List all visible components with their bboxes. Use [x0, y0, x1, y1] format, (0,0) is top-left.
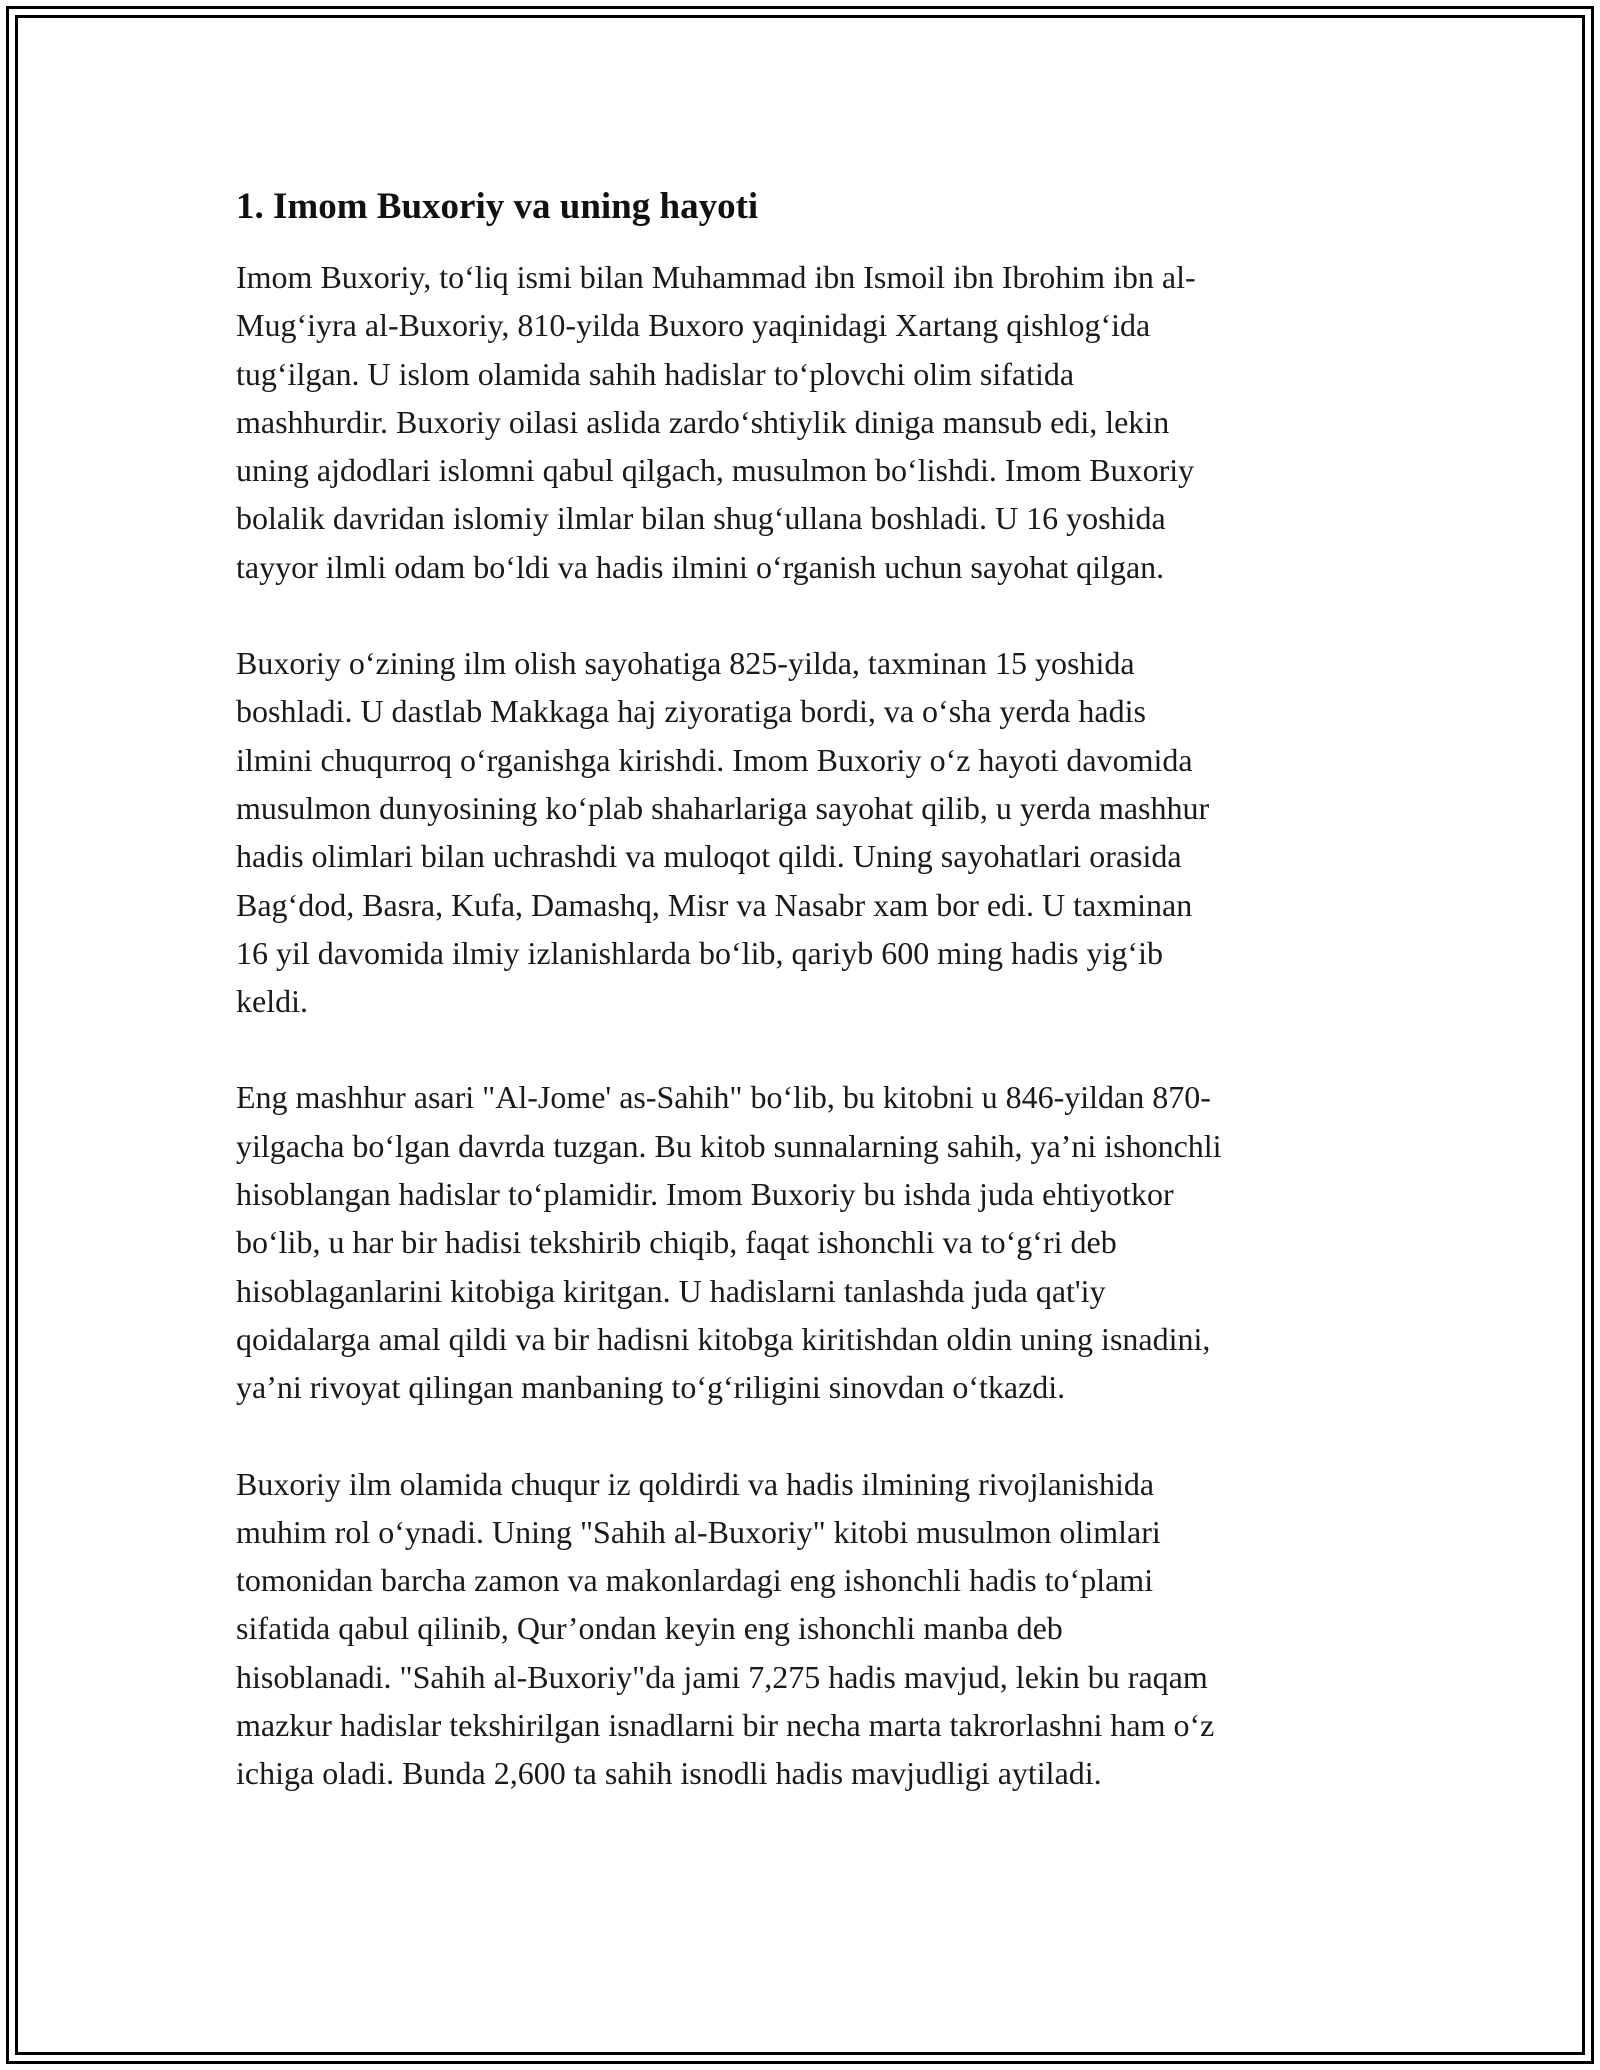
paragraph-line: uning ajdodlari islomni qabul qilgach, musulmon bo‘lishdi. Imom Buxoriy [236, 452, 1195, 489]
paragraph-line: mazkur hadislar tekshirilgan isnadlarni bir necha marta takrorlashni ham o‘z [236, 1707, 1215, 1744]
paragraph-line: sifatida qabul qilinib, Qur’ondan keyin eng ishonchli manba deb [236, 1610, 1063, 1647]
page-title: 1. Imom Buxoriy va uning hayoti [236, 186, 759, 227]
paragraph-line: qoidalarga amal qildi va bir hadisni kitobga kiritishdan oldin uning isnadini, [236, 1320, 1211, 1357]
paragraph-line: yilgacha bo‘lgan davrda tuzgan. Bu kitob sunnalarning sahih, ya’ni ishonchli [236, 1127, 1222, 1164]
paragraph-line: hisoblangan hadislar to‘plamidir. Imom Buxoriy bu ishda juda ehtiyotkor [236, 1176, 1174, 1213]
paragraph-line: muhim rol o‘ynadi. Uning "Sahih al-Buxoriy" kitobi musulmon olimlari [236, 1513, 1161, 1550]
paragraph-line: tug‘ilgan. U islom olamida sahih hadislar to‘plovchi olim sifatida [236, 355, 1075, 392]
paragraph-line: Bag‘dod, Basra, Kufa, Damashq, Misr va Nasabr xam bor edi. U taxminan [236, 886, 1193, 923]
paragraph-2 [236, 639, 1376, 1025]
paragraph-line: Eng mashhur asari "Al-Jome' as-Sahih" bo‘lib, bu kitobni u 846-yildan 870- [236, 1079, 1211, 1116]
paragraph-line: ilmini chuqurroq o‘rganishga kirishdi. Imom Buxoriy o‘z hayoti davomida [236, 741, 1193, 778]
paragraph-line: musulmon dunyosining ko‘plab shaharlariga sayohat qilib, u yerda mashhur [236, 789, 1210, 826]
paragraph-1 [236, 253, 1376, 591]
paragraph-line: bolalik davridan islomiy ilmlar bilan shug‘ullana boshladi. U 16 yoshida [236, 500, 1166, 537]
paragraph-line: boshladi. U dastlab Makkaga haj ziyoratiga bordi, va o‘sha yerda hadis [236, 693, 1146, 730]
paragraph-line: Buxoriy ilm olamida chuqur iz qoldirdi va hadis ilmining rivojlanishida [236, 1465, 1155, 1502]
paragraph-line: hisoblaganlarini kitobiga kiritgan. U hadislarni tanlashda juda qat'iy [236, 1272, 1106, 1309]
document-body [236, 183, 1376, 1846]
paragraph-4 [236, 1460, 1376, 1798]
paragraph-line: hisoblanadi. "Sahih al-Buxoriy"da jami 7,275 hadis mavjud, lekin bu raqam [236, 1658, 1208, 1695]
paragraph-line: tayyor ilmli odam bo‘ldi va hadis ilmini o‘rganish uchun sayohat qilgan. [236, 548, 1165, 585]
paragraph-3 [236, 1073, 1376, 1411]
paragraph-line: ya’ni rivoyat qilingan manbaning to‘g‘riligini sinovdan o‘tkazdi. [236, 1369, 1066, 1406]
paragraph-line: Buxoriy o‘zining ilm olish sayohatiga 825-yilda, taxminan 15 yoshida [236, 645, 1135, 682]
paragraph-line: mashhurdir. Buxoriy oilasi aslida zardo‘shtiylik diniga mansub edi, lekin [236, 403, 1170, 440]
paragraph-line: ichiga oladi. Bunda 2,600 ta sahih isnodli hadis mavjudligi aytiladi. [236, 1755, 1102, 1792]
paragraph-line: bo‘lib, u har bir hadisi tekshirib chiqib, faqat ishonchli va to‘g‘ri deb [236, 1224, 1117, 1261]
paragraph-line: 16 yil davomida ilmiy izlanishlarda bo‘lib, qariyb 600 ming hadis yig‘ib [236, 934, 1163, 971]
paragraph-line: Imom Buxoriy, to‘liq ismi bilan Muhammad ibn Ismoil ibn Ibrohim ibn al- [236, 259, 1196, 295]
paragraph-line: hadis olimlari bilan uchrashdi va muloqot qildi. Uning sayohatlari orasida [236, 838, 1182, 875]
paragraph-line: keldi. [236, 983, 308, 1020]
paragraph-line: Mug‘iyra al-Buxoriy, 810-yilda Buxoro yaqinidagi Xartang qishlog‘ida [236, 307, 1151, 344]
paragraph-line: tomonidan barcha zamon va makonlardagi eng ishonchli hadis to‘plami [236, 1562, 1154, 1599]
